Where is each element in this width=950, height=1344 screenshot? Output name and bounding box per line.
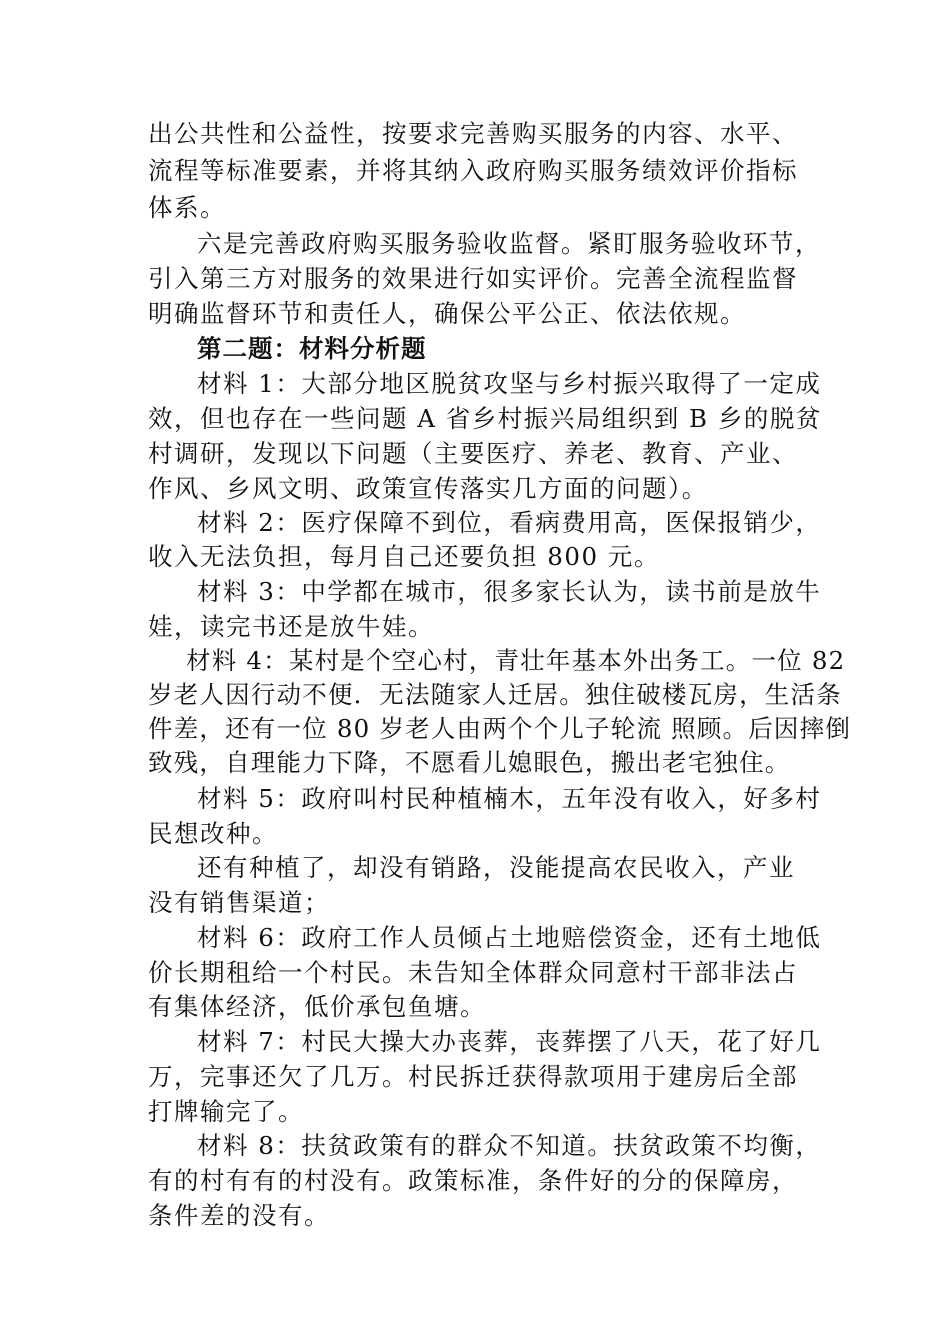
text-line: 收入无法负担，每月自己还要负担 800 元。 xyxy=(148,542,660,571)
text-line: 有的村有有的村没有。政策标准，条件好的分的保障房， xyxy=(148,1166,798,1195)
text-line: 有集体经济，低价承包鱼塘。 xyxy=(148,992,486,1021)
text-line: 万，完事还欠了几万。村民拆迁获得款项用于建房后全部 xyxy=(148,1062,798,1091)
text-line: 民想改种。 xyxy=(148,819,278,848)
text-line: 材料 6：政府工作人员倾占土地赔偿资金，还有土地低 xyxy=(197,923,822,952)
text-line: 材料 7：村民大操大办丧葬，丧葬摆了八天，花了好几 xyxy=(197,1027,822,1056)
text-line: 材料 5：政府叫村民种植楠木，五年没有收入，好多村 xyxy=(197,784,822,813)
text-line: 岁老人因行动不便．无法随家人迁居。独住破楼瓦房，生活条 xyxy=(148,680,842,709)
text-line: 引入第三方对服务的效果进行如实评价。完善全流程监督 xyxy=(148,264,798,293)
text-line: 致残，自理能力下降，不愿看儿媳眼色，搬出老宅独住。 xyxy=(148,748,791,777)
text-line: 价长期租给一个村民。未告知全体群众同意村干部非法占 xyxy=(148,958,798,987)
text-line: 出公共性和公益性，按要求完善购买服务的内容、水平、 xyxy=(148,119,798,148)
text-line: 六是完善政府购买服务验收监督。紧盯服务验收环节， xyxy=(197,229,821,258)
text-line: 娃，读完书还是放牛娃。 xyxy=(148,612,434,641)
section-heading: 第二题：材料分析题 xyxy=(197,334,427,363)
text-line: 材料 4：某村是个空心村，青壮年基本外出务工。一位 82 xyxy=(186,646,846,675)
text-line: 材料 2：医疗保障不到位，看病费用高，医保报销少， xyxy=(197,508,822,537)
text-line: 流程等标准要素，并将其纳入政府购买服务绩效评价指标 xyxy=(148,156,798,185)
text-line: 条件差的没有。 xyxy=(148,1201,330,1230)
text-line: 效，但也存在一些问题 A 省乡村振兴局组织到 B 乡的脱贫 xyxy=(148,404,822,433)
text-line: 件差，还有一位 80 岁老人由两个个儿子轮流 照顾。后因摔倒 xyxy=(148,714,852,743)
text-line: 还有种植了，却没有销路，没能提高农民收入，产业 xyxy=(197,853,795,882)
text-line: 打牌输完了。 xyxy=(148,1097,304,1126)
text-line: 明确监督环节和责任人，确保公平公正、依法依规。 xyxy=(148,299,746,328)
text-line: 体系。 xyxy=(148,193,226,222)
text-line: 作风、乡风文明、政策宣传落实几方面的问题）。 xyxy=(148,474,708,503)
text-line: 材料 3：中学都在城市，很多家长认为，读书前是放牛 xyxy=(197,577,822,606)
text-line: 村调研，发现以下问题（主要医疗、养老、教育、产业、 xyxy=(148,439,798,468)
text-line: 没有销售渠道； xyxy=(148,888,330,917)
text-line: 材料 8：扶贫政策有的群众不知道。扶贫政策不均衡， xyxy=(197,1131,822,1160)
text-line: 材料 1：大部分地区脱贫攻坚与乡村振兴取得了一定成 xyxy=(197,369,822,398)
